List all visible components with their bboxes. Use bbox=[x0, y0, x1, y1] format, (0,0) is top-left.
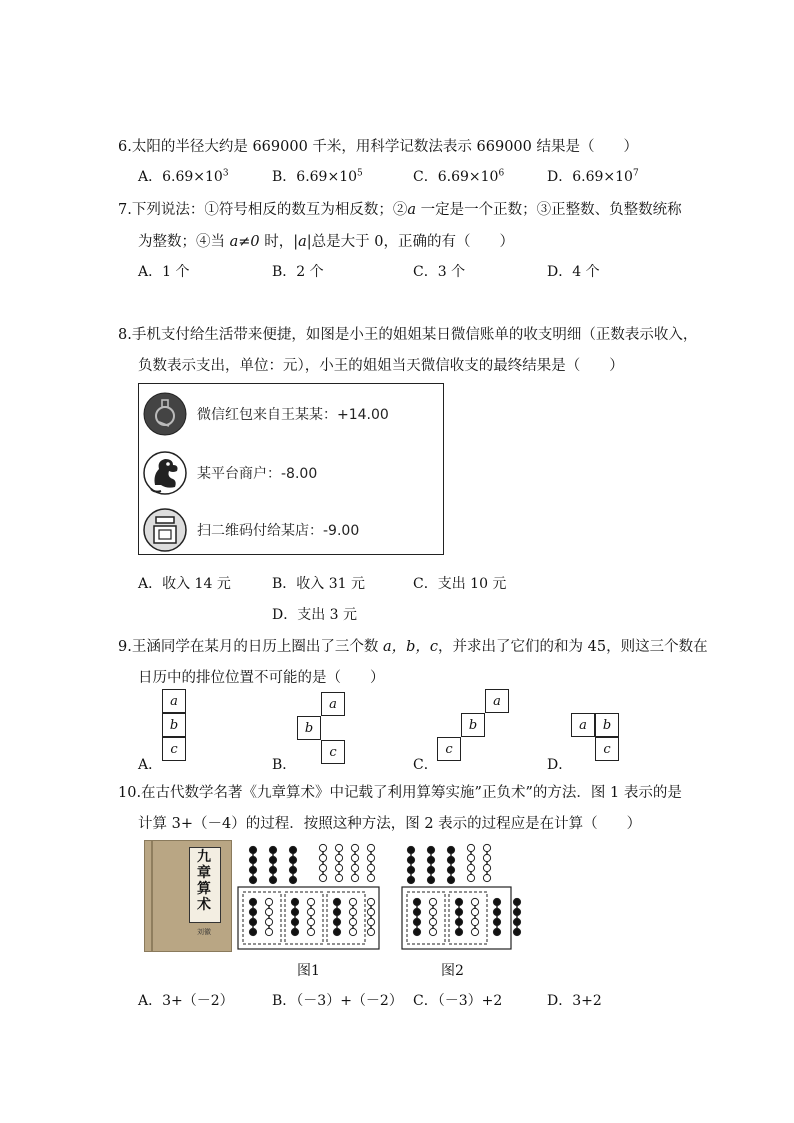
white-rod-bead bbox=[367, 928, 374, 935]
black-rod-bead bbox=[407, 856, 414, 863]
red-packet-icon bbox=[143, 392, 187, 436]
black-rod-bead bbox=[427, 856, 434, 863]
q6-option-c[interactable]: C．$6.69\times 10^6$ bbox=[413, 168, 505, 185]
q6-stem: 6.太阳的半径大约是 669000 千米，用科学记数法表示 669000 结果是（ ） bbox=[118, 139, 638, 155]
white-rod-bead bbox=[335, 864, 342, 871]
white-rod-bead bbox=[335, 874, 342, 881]
black-rod-bead bbox=[413, 918, 420, 925]
white-rod-bead bbox=[429, 928, 436, 935]
white-rod-bead bbox=[367, 844, 374, 851]
black-rod-bead bbox=[427, 846, 434, 853]
q8-option-d[interactable]: D．支出 3 元 bbox=[272, 607, 358, 623]
pair-dashed-box bbox=[243, 892, 281, 944]
white-rod-bead bbox=[467, 874, 474, 881]
calendar-cell-a: a bbox=[162, 689, 186, 713]
calendar-cell-c: c bbox=[437, 737, 461, 761]
black-rod-bead bbox=[289, 856, 296, 863]
fig1-top-rods bbox=[243, 844, 375, 944]
white-rod-bead bbox=[483, 864, 490, 871]
black-rod-bead bbox=[455, 928, 462, 935]
q9-stem-line1: 9.王涵同学在某月的日历上圈出了三个数 a，b，c，并求出了它们的和为 45，则这三个数在 bbox=[118, 639, 708, 655]
bill-row-text: 扫二维码付给某店：-9.00 bbox=[197, 523, 360, 539]
black-rod-bead bbox=[493, 928, 500, 935]
black-rod-bead bbox=[333, 908, 340, 915]
q8-option-a[interactable]: A．收入 14 元 bbox=[138, 576, 231, 592]
fig2-caption: 图2 bbox=[441, 963, 464, 979]
white-rod-bead bbox=[367, 864, 374, 871]
bill-row-merchant bbox=[143, 449, 317, 497]
white-rod-bead bbox=[483, 874, 490, 881]
black-rod-bead bbox=[493, 898, 500, 905]
black-rod-bead bbox=[289, 846, 296, 853]
q8-stem-line2: 负数表示支出，单位：元），小王的姐姐当天微信收支的最终结果是（ ） bbox=[138, 358, 624, 374]
black-rod-bead bbox=[249, 876, 256, 883]
black-rod-bead bbox=[447, 876, 454, 883]
black-rod-bead bbox=[447, 846, 454, 853]
black-rod-bead bbox=[249, 866, 256, 873]
q9-option-a[interactable]: A． bbox=[138, 757, 163, 773]
q9-option-d[interactable]: D． bbox=[547, 757, 573, 773]
bill-row-scan bbox=[143, 508, 359, 552]
black-rod-bead bbox=[513, 928, 520, 935]
calendar-cell-b: b bbox=[297, 716, 321, 740]
black-rod-bead bbox=[407, 876, 414, 883]
white-rod-bead bbox=[319, 864, 326, 871]
calendar-cell-a: a bbox=[571, 713, 595, 737]
white-rod-bead bbox=[367, 874, 374, 881]
pair-dashed-box bbox=[285, 892, 323, 944]
black-rod-bead bbox=[269, 866, 276, 873]
black-rod-bead bbox=[291, 908, 298, 915]
black-rod-bead bbox=[413, 908, 420, 915]
white-rod-bead bbox=[351, 874, 358, 881]
white-rod-bead bbox=[483, 844, 490, 851]
calendar-cell-b: b bbox=[595, 713, 619, 737]
black-rod-bead bbox=[289, 876, 296, 883]
white-rod-bead bbox=[471, 928, 478, 935]
white-rod-bead bbox=[429, 908, 436, 915]
calendar-cell-a: a bbox=[321, 692, 345, 716]
white-rod-bead bbox=[349, 908, 356, 915]
black-rod-bead bbox=[413, 928, 420, 935]
q7-stem-line1: 7.下列说法：①符号相反的数互为相反数；②a 一定是一个正数；③正整数、负整数统称 bbox=[118, 202, 682, 218]
black-rod-bead bbox=[455, 898, 462, 905]
black-rod-bead bbox=[249, 846, 256, 853]
white-rod-bead bbox=[265, 908, 272, 915]
fig1-caption: 图1 bbox=[297, 963, 320, 979]
q7-stem-line2: 为整数；④当 a≠0 时，|a|总是大于 0，正确的有（ ） bbox=[138, 234, 515, 250]
black-rod-bead bbox=[333, 928, 340, 935]
calendar-cell-c: c bbox=[162, 737, 186, 761]
black-rod-bead bbox=[513, 898, 520, 905]
book-title: 九章算术 bbox=[197, 849, 211, 913]
q10-option-c[interactable]: C．（－3）+2 bbox=[413, 993, 503, 1009]
jiuzhang-book-cover bbox=[144, 840, 232, 952]
black-rod-bead bbox=[289, 866, 296, 873]
q10-option-b[interactable]: B．（－3）+（－2） bbox=[272, 993, 403, 1009]
pair-dashed-box bbox=[449, 892, 487, 944]
black-rod-bead bbox=[427, 876, 434, 883]
black-rod-bead bbox=[291, 928, 298, 935]
pair-dashed-box bbox=[327, 892, 365, 944]
black-rod-bead bbox=[269, 846, 276, 853]
black-rod-bead bbox=[513, 918, 520, 925]
black-rod-bead bbox=[249, 898, 256, 905]
black-rod-bead bbox=[407, 866, 414, 873]
q7-option-a[interactable]: A．1 个 bbox=[138, 264, 190, 280]
q9-option-b[interactable]: B． bbox=[272, 757, 297, 773]
q10-stem-line1: 10.在古代数学名著《九章算术》中记载了利用算筹实施”正负术”的方法．图 1 表示的是 bbox=[118, 785, 682, 801]
white-rod-bead bbox=[319, 844, 326, 851]
black-rod-bead bbox=[407, 846, 414, 853]
black-rod-bead bbox=[493, 918, 500, 925]
dragon-merchant-icon bbox=[143, 449, 187, 497]
white-rod-bead bbox=[367, 898, 374, 905]
white-rod-bead bbox=[319, 854, 326, 861]
scan-qr-icon bbox=[143, 508, 187, 552]
white-rod-bead bbox=[349, 918, 356, 925]
bill-row-text: 某平台商户：-8.00 bbox=[197, 466, 318, 482]
white-rod-bead bbox=[429, 918, 436, 925]
q9-stem-line2: 日历中的排位位置不可能的是（ ） bbox=[138, 670, 385, 686]
bill-row-red-packet bbox=[143, 392, 389, 436]
white-rod-bead bbox=[265, 928, 272, 935]
black-rod-bead bbox=[455, 918, 462, 925]
white-rod-bead bbox=[467, 864, 474, 871]
white-rod-bead bbox=[307, 908, 314, 915]
q10-option-d[interactable]: D．3+2 bbox=[547, 993, 602, 1009]
white-rod-bead bbox=[307, 918, 314, 925]
black-rod-bead bbox=[447, 866, 454, 873]
calendar-cell-b: b bbox=[162, 713, 186, 737]
white-rod-bead bbox=[471, 908, 478, 915]
white-rod-bead bbox=[335, 844, 342, 851]
white-rod-bead bbox=[351, 854, 358, 861]
white-rod-bead bbox=[467, 854, 474, 861]
pair-dashed-box bbox=[407, 892, 445, 944]
black-rod-bead bbox=[291, 918, 298, 925]
white-rod-bead bbox=[349, 928, 356, 935]
book-author: 刘徽 bbox=[197, 928, 211, 936]
q9-option-c[interactable]: C． bbox=[413, 757, 438, 773]
white-rod-bead bbox=[319, 874, 326, 881]
white-rod-bead bbox=[335, 854, 342, 861]
black-rod-bead bbox=[427, 866, 434, 873]
q8-option-b[interactable]: B．收入 31 元 bbox=[272, 576, 366, 592]
black-rod-bead bbox=[269, 876, 276, 883]
q10-stem-line2: 计算 3+（－4）的过程．按照这种方法，图 2 表示的过程应是在计算（ ） bbox=[138, 816, 642, 832]
black-rod-bead bbox=[249, 908, 256, 915]
white-rod-bead bbox=[483, 854, 490, 861]
wechat-bill-figure bbox=[138, 383, 444, 555]
black-rod-bead bbox=[249, 928, 256, 935]
white-rod-bead bbox=[265, 918, 272, 925]
black-rod-bead bbox=[447, 856, 454, 863]
black-rod-bead bbox=[333, 918, 340, 925]
black-rod-bead bbox=[333, 898, 340, 905]
white-rod-bead bbox=[351, 864, 358, 871]
q8-stem-line1: 8.手机支付给生活带来便捷，如图是小王的姐姐某日微信账单的收支明细（正数表示收入， bbox=[118, 327, 698, 343]
calendar-cell-c: c bbox=[595, 737, 619, 761]
white-rod-bead bbox=[307, 928, 314, 935]
calendar-cell-a: a bbox=[485, 689, 509, 713]
q6-option-a[interactable]: A．$6.69\times 10^3$ bbox=[138, 168, 229, 185]
black-rod-bead bbox=[249, 856, 256, 863]
white-rod-bead bbox=[351, 844, 358, 851]
white-rod-bead bbox=[471, 918, 478, 925]
white-rod-bead bbox=[349, 898, 356, 905]
q6-option-d[interactable]: D．$6.69\times 10^7$ bbox=[547, 168, 639, 185]
white-rod-bead bbox=[429, 898, 436, 905]
q7-option-c[interactable]: C．3 个 bbox=[413, 264, 466, 280]
black-rod-bead bbox=[513, 908, 520, 915]
white-rod-bead bbox=[367, 908, 374, 915]
white-rod-bead bbox=[467, 844, 474, 851]
counting-rods-figure bbox=[235, 840, 535, 955]
q10-option-a[interactable]: A．3+（－2） bbox=[138, 993, 234, 1009]
fig1-frame bbox=[238, 887, 379, 949]
bill-row-text: 微信红包来自王某某：+14.00 bbox=[197, 407, 389, 423]
white-rod-bead bbox=[367, 854, 374, 861]
q6-option-b[interactable]: B．$6.69\times 10^5$ bbox=[272, 168, 363, 185]
fig2-frame bbox=[402, 887, 511, 949]
q8-option-c[interactable]: C．支出 10 元 bbox=[413, 576, 507, 592]
q7-option-d[interactable]: D．4 个 bbox=[547, 264, 600, 280]
white-rod-bead bbox=[265, 898, 272, 905]
black-rod-bead bbox=[249, 918, 256, 925]
white-rod-bead bbox=[367, 918, 374, 925]
calendar-cell-c: c bbox=[321, 740, 345, 764]
black-rod-bead bbox=[291, 898, 298, 905]
q7-option-b[interactable]: B．2 个 bbox=[272, 264, 324, 280]
white-rod-bead bbox=[307, 898, 314, 905]
black-rod-bead bbox=[413, 898, 420, 905]
black-rod-bead bbox=[269, 856, 276, 863]
white-rod-bead bbox=[471, 898, 478, 905]
calendar-cell-b: b bbox=[461, 713, 485, 737]
black-rod-bead bbox=[493, 908, 500, 915]
black-rod-bead bbox=[455, 908, 462, 915]
